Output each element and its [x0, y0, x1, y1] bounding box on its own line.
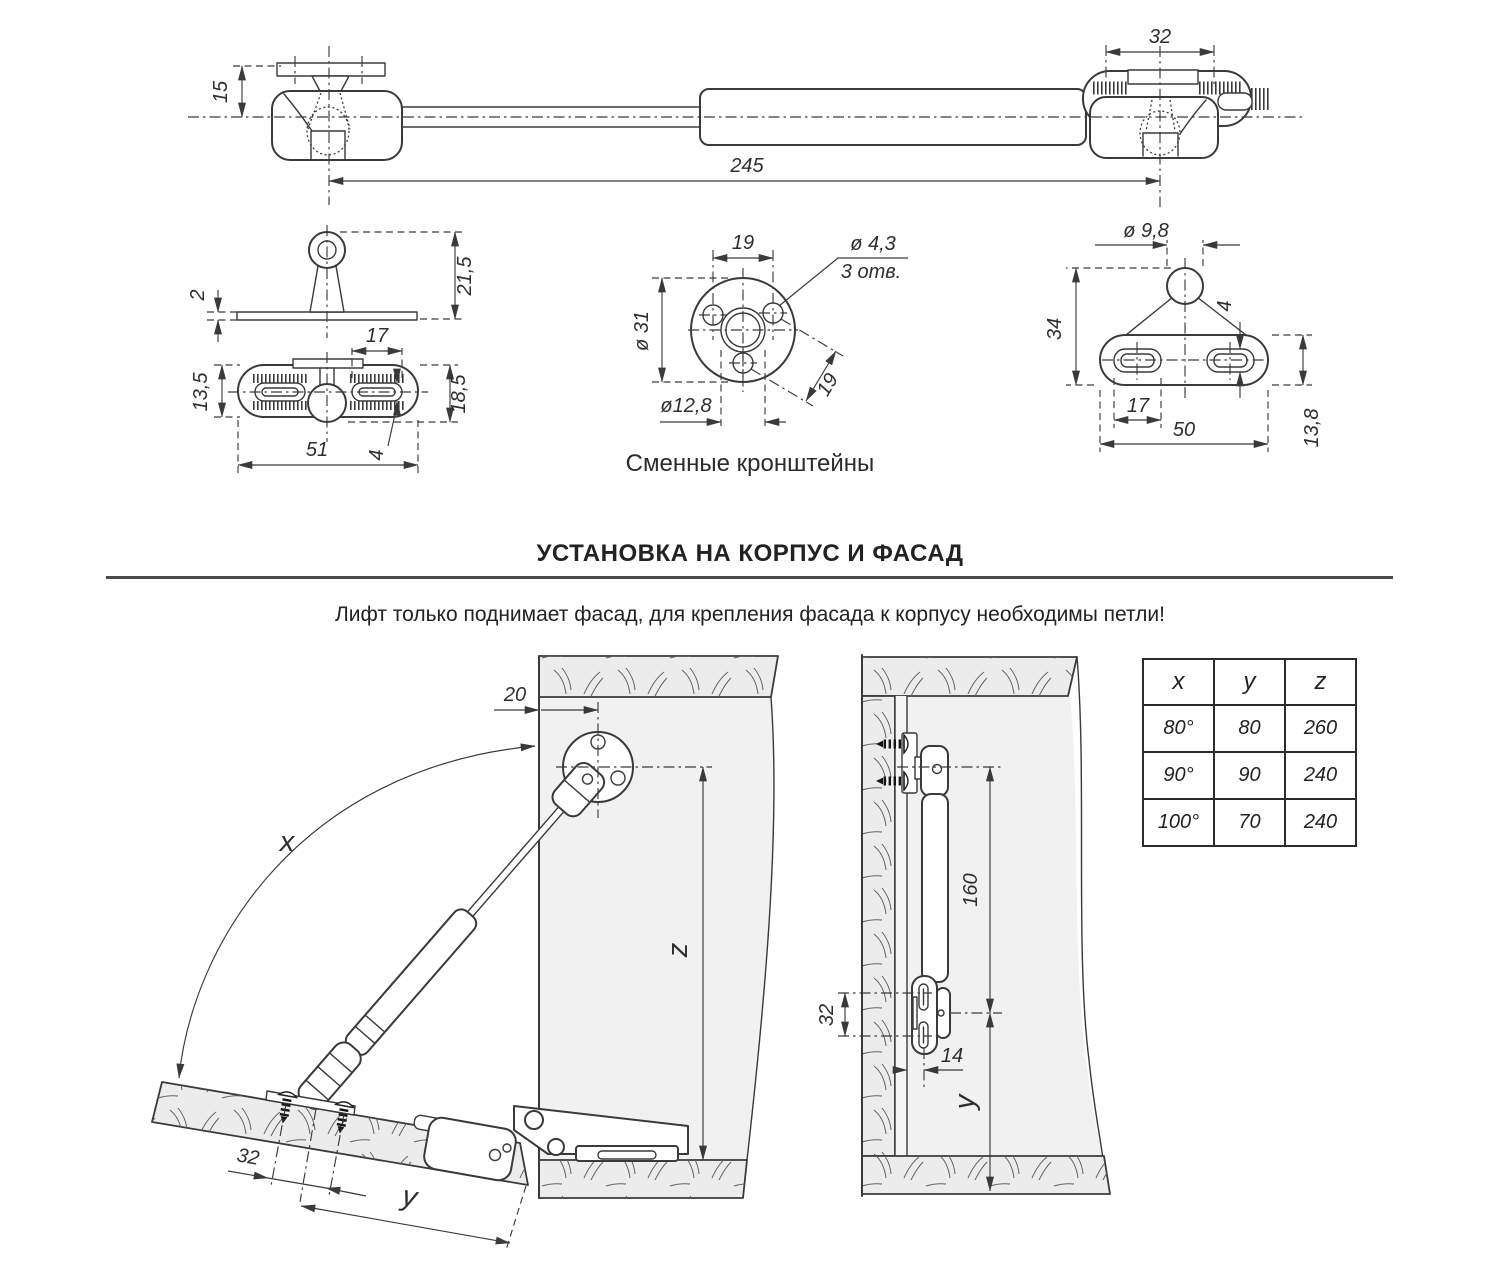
dim-18-5: 18,5: [448, 374, 470, 414]
dim-32-closed: 32: [816, 1003, 838, 1027]
dim-d12-8: ø12,8: [660, 395, 712, 417]
dim-51: 51: [305, 439, 329, 461]
dim-13-5: 13,5: [190, 372, 212, 412]
table-row: [1143, 705, 1356, 752]
table-row: [1143, 752, 1356, 799]
dim-d9-8: ø 9,8: [1123, 220, 1169, 242]
dim-13-8: 13,8: [1301, 408, 1323, 448]
dim-17-right: 17: [1126, 395, 1150, 417]
dim-4-left: 4: [366, 449, 388, 461]
dim-19-diag: 19: [812, 369, 844, 401]
strut-right-block: [1090, 97, 1218, 158]
label-x: x: [279, 826, 295, 858]
dim-d31: ø 31: [631, 310, 653, 352]
dim-34: 34: [1044, 317, 1066, 341]
strut-left-block: [272, 91, 402, 160]
bracket-side-top-view: [187, 225, 476, 473]
table-cell: 80: [1214, 705, 1285, 752]
table-cell: 80°: [1143, 705, 1214, 752]
table-header-x: x: [1143, 659, 1214, 705]
open-cabinet-view: [152, 656, 778, 1250]
bracket-round-flange-view: [631, 232, 908, 430]
table-cell: 70: [1214, 799, 1285, 846]
dim-21-5: 21,5: [454, 256, 476, 296]
table-cell: 240: [1285, 752, 1356, 799]
table-cell: 100°: [1143, 799, 1214, 846]
table-cell: 90: [1214, 752, 1285, 799]
table-cell: 90°: [1143, 752, 1214, 799]
label-z: z: [662, 942, 694, 958]
dim-2: 2: [187, 289, 209, 301]
dim-32-top: 32: [1148, 26, 1172, 48]
closed-cabinet-view: [816, 655, 1110, 1196]
table-row: [1143, 799, 1356, 846]
label-y-closed: y: [949, 1094, 981, 1110]
table-header-row: [1143, 659, 1356, 705]
dim-d4-3: ø 4,3: [850, 233, 896, 255]
dim-245: 245: [730, 155, 764, 177]
installation-note: Лифт только поднимает фасад, для крепления фасада к корпусу необходимы петли!: [334, 603, 1165, 626]
divider-line: [106, 576, 1393, 579]
dim-17-left: 17: [365, 325, 389, 347]
section-title: УСТАНОВКА НА КОРПУС И ФАСАД: [536, 540, 964, 567]
dim-32-door: 32: [235, 1144, 261, 1170]
table-cell: 260: [1285, 705, 1356, 752]
xyz-table: [1142, 658, 1357, 847]
brackets-caption: Сменные кронштейны: [625, 450, 875, 477]
dim-14: 14: [940, 1045, 964, 1067]
dim-20: 20: [503, 684, 527, 706]
bracket-t-view: [1044, 220, 1323, 452]
gas-strut-side-view: [188, 26, 1305, 207]
label-y-open: y: [399, 1180, 420, 1215]
dim-160: 160: [960, 873, 982, 907]
dim-4-right: 4: [1214, 300, 1236, 312]
strut-top-plate: [277, 63, 385, 76]
table-cell: 240: [1285, 799, 1356, 846]
dim-15: 15: [210, 80, 232, 104]
table-header-z: z: [1285, 659, 1356, 705]
dim-50: 50: [1172, 419, 1196, 441]
dim-19-top: 19: [731, 232, 755, 254]
table-header-y: y: [1214, 659, 1285, 705]
dim-3-holes: 3 отв.: [840, 261, 902, 283]
